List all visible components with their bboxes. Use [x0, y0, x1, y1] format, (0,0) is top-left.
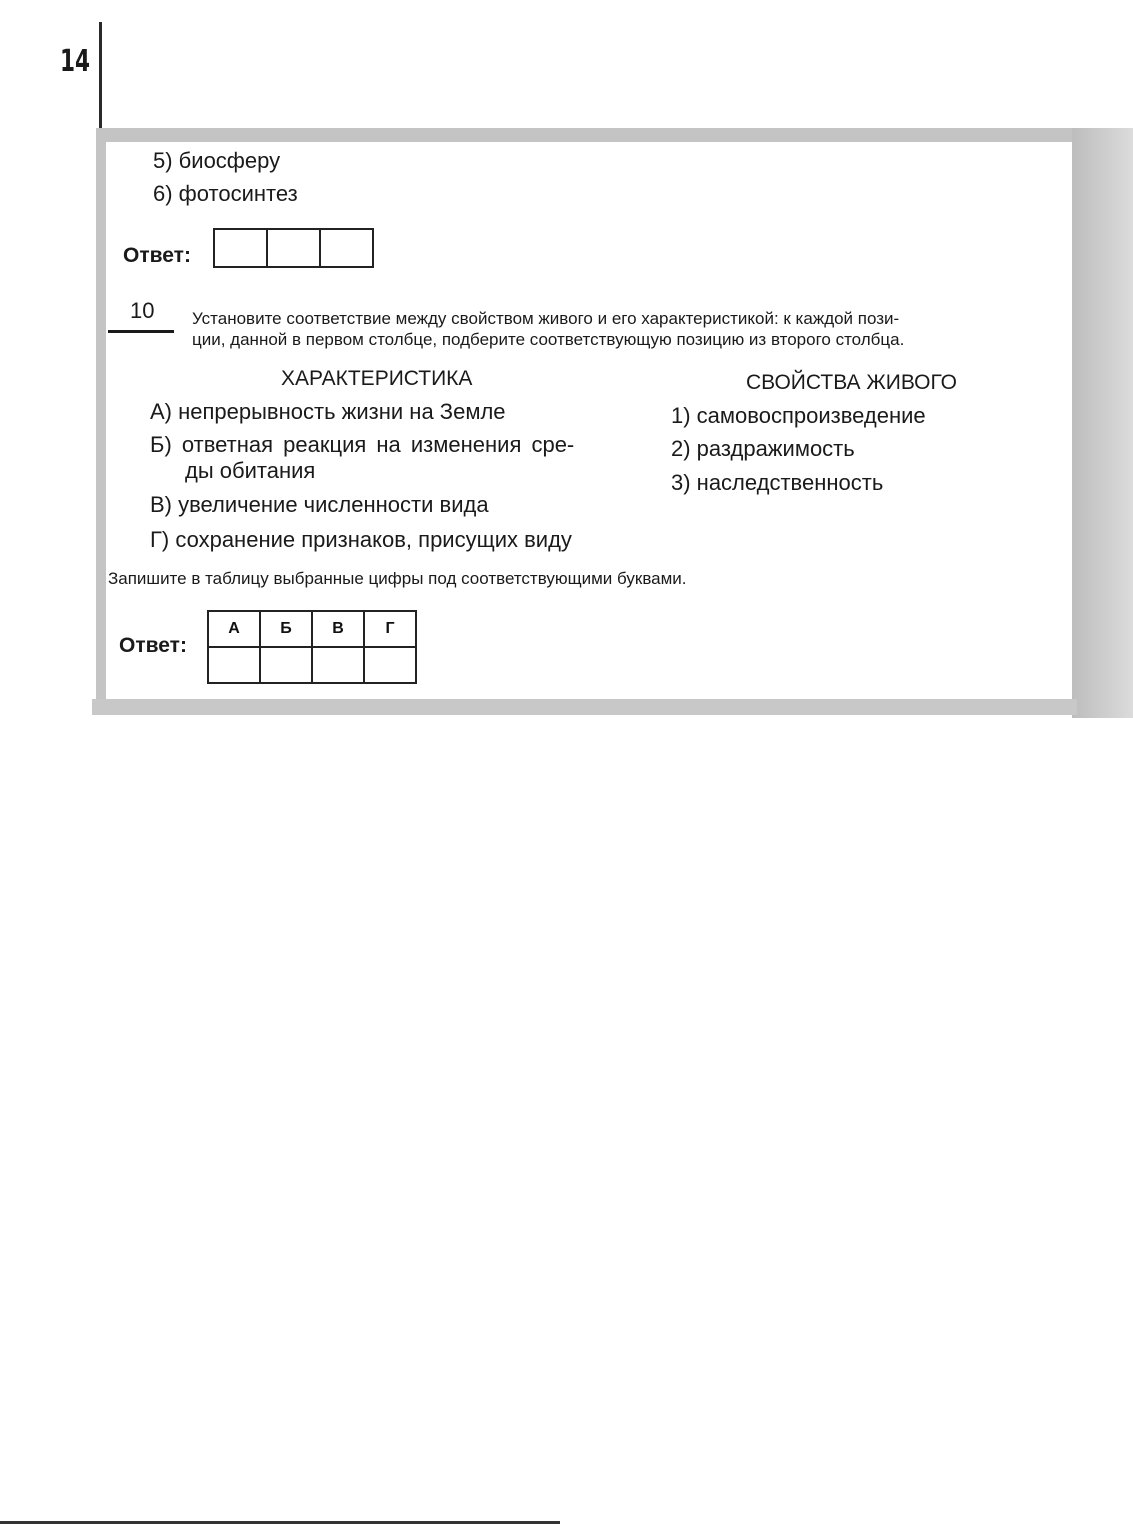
right-column-header: СВОЙСТВА ЖИВОГО [746, 371, 958, 394]
answer-table-cell-a[interactable] [208, 647, 260, 683]
answer-label-task10: Ответ: [119, 634, 187, 657]
left-item-b: Б) ответная реакция на изменения сре- [150, 432, 575, 457]
left-item-g: Г) сохранение признаков, присущих виду [150, 527, 572, 552]
bottom-rule [0, 1521, 560, 1524]
task-number-underline [108, 330, 174, 333]
answer-table-header-g: Г [364, 611, 416, 647]
option-5: 5) биосферу [153, 148, 281, 173]
answer-table-header-a: А [208, 611, 260, 647]
answer-cell[interactable] [321, 230, 372, 266]
answer-cell[interactable] [268, 230, 321, 266]
option-6: 6) фотосинтез [153, 181, 298, 206]
answer-table-cell-v[interactable] [312, 647, 364, 683]
page-number: 14 [60, 44, 91, 79]
instruction: Запишите в таблицу выбранные цифры под соответствующими буквами. [108, 569, 687, 588]
answer-table-cell-b[interactable] [260, 647, 312, 683]
right-item-1: 1) самовоспроизведение [671, 403, 926, 428]
right-item-2: 2) раздражимость [671, 436, 855, 461]
frame-right [1072, 128, 1133, 718]
margin-rule [99, 22, 102, 130]
answer-label-prev: Ответ: [123, 244, 191, 267]
left-item-v: В) увеличение численности вида [150, 492, 489, 517]
frame-bottom [92, 699, 1077, 715]
left-column-header: ХАРАКТЕРИСТИКА [281, 367, 473, 390]
frame-top [96, 128, 1076, 142]
task-number: 10 [130, 298, 155, 323]
answer-boxes-prev[interactable] [213, 228, 374, 268]
answer-table [207, 610, 417, 684]
right-item-3: 3) наследственность [671, 470, 884, 495]
frame-left [96, 128, 106, 713]
task-prompt-text: Установите соответствие между свойством живого и его характеристикой: к каждой пози- ции, данной в первом столбце, подберите соответствующую позицию из второго столбца. [192, 309, 905, 349]
answer-table-cell-g[interactable] [364, 647, 416, 683]
answer-table-header-b: Б [260, 611, 312, 647]
answer-table-header-v: В [312, 611, 364, 647]
left-item-a: А) непрерывность жизни на Земле [150, 399, 506, 424]
answer-cell[interactable] [215, 230, 268, 266]
task-prompt [192, 308, 1062, 350]
left-item-b-cont: ды обитания [185, 458, 316, 483]
